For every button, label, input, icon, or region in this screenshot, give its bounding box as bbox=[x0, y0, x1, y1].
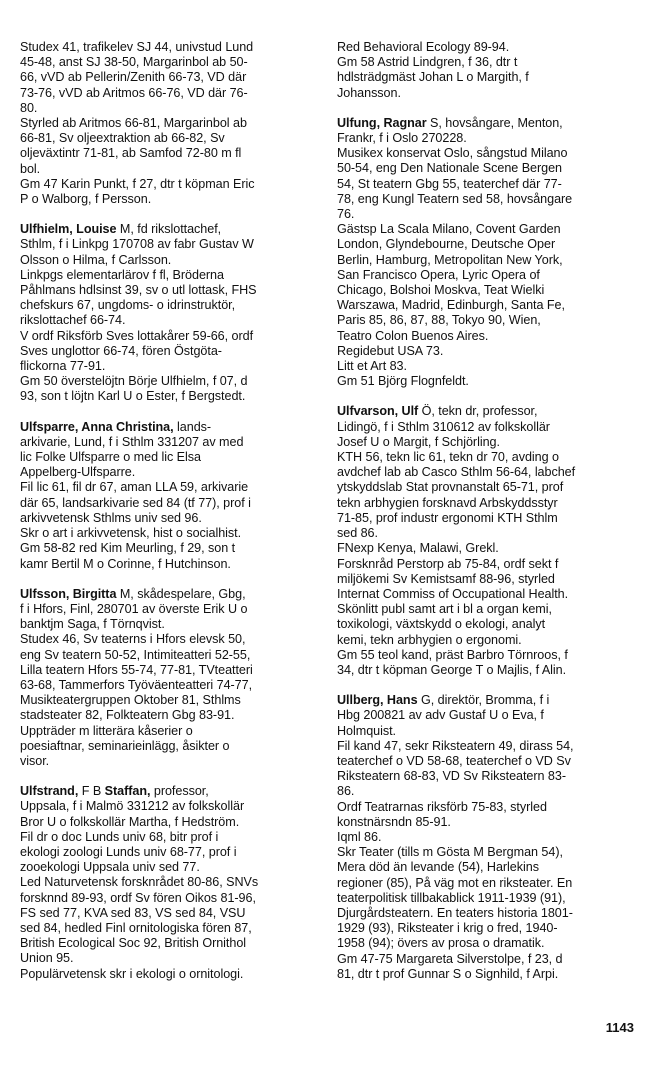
entry-paragraph: Gm 47 Karin Punkt, f 27, dtr t köpman Eric P o Walborg, f Persson. bbox=[20, 176, 255, 207]
entry-header-text: S, hovsångare, Menton, Frankr, f i Oslo 270228. bbox=[337, 115, 563, 146]
entry-paragraph: Studex 46, Sv teaterns i Hfors elevsk 50, eng Sv teatern 50-52, Intimiteatteri 52-55, Lilla teatern Hfors 55-74, 77-81, TVteatteri 63-68, Tammerfors Työväenteatteri 74-77, Musikteatergruppen Oktober 81, Sthlms stadsteater 82, Folkteatern Gbg 83-91. bbox=[20, 632, 253, 723]
entry-paragraph: Iqml 86. bbox=[337, 829, 382, 844]
entry-header-text: lands- arkivarie, Lund, f i Sthlm 331207 av med lic Folke Ulfsparre o med lic Elsa Appelberg-Ulfsparre. bbox=[20, 419, 244, 480]
entry-paragraph: Forsknråd Perstorp ab 75-84, ordf sekt f miljökemi Sv Kemistsamf 88-96, styrled Internat Commiss of Occupational Health. bbox=[337, 556, 569, 601]
entry-paragraph: Gm 47-75 Margareta Silverstolpe, f 23, d 81, dtr t prof Gunnar S o Signhild, f Arpi. bbox=[337, 951, 563, 981]
right-column bbox=[337, 40, 629, 997]
entry-paragraph: Styrled ab Aritmos 66-81, Margarinbol ab 66-81, Sv oljeextraktion ab 66-82, Sv oljeväxtintr 71-81, ab Samfod 72-80 m fl bol. bbox=[20, 116, 247, 176]
entry-paragraph: Ordf Teatrarnas riksförb 75-83, styrled konstnärsndn 85-91. bbox=[337, 799, 547, 829]
entry-paragraph: Uppträder m litterära kåserier o poesiaftnar, seminarieinlägg, åsikter o visor. bbox=[20, 723, 230, 768]
entry-paragraph: Red Behavioral Ecology 89-94. bbox=[337, 40, 510, 54]
entry-header bbox=[20, 587, 312, 633]
entry-paragraph: Gm 58 Astrid Lindgren, f 36, dtr t hdlsträdgmäst Johan L o Margith, f Johansson. bbox=[337, 55, 529, 100]
entry-paragraph: Fil lic 61, fil dr 67, aman LLA 59, arkivarie där 65, landsarkivarie sed 84 (tf 77), prof i arkivvetensk Sthlms univ sed 96. bbox=[20, 480, 251, 525]
biography-entry bbox=[20, 420, 312, 572]
page-number: 1143 bbox=[605, 1020, 634, 1035]
entry-paragraph: Gästsp La Scala Milano, Covent Garden London, Glyndebourne, Deutsche Oper Berlin, Hamburg, Metropolitan New York, San Francisco Opera, Lyric Opera of Chicago, Bolshoi Moskva, Teat Wielki Warszawa, Madrid, Edinburgh, Santa Fe, Paris 85, 86, 87, 88, Tokyo 90, Wien, Teatro Colon Buenos Aires. bbox=[337, 222, 565, 343]
biography-entry bbox=[337, 404, 629, 678]
entry-paragraph: Regidebut USA 73. bbox=[337, 343, 444, 358]
biography-entry bbox=[20, 784, 312, 982]
biography-entry bbox=[337, 693, 629, 982]
entry-header bbox=[20, 222, 312, 268]
continued-entry bbox=[20, 40, 312, 207]
entry-name: Ulfsparre, Anna Christina, bbox=[20, 419, 174, 434]
entry-name-secondary: Staffan, bbox=[104, 784, 151, 799]
entry-paragraph: KTH 56, tekn lic 61, tekn dr 70, avding o avdchef lab ab Casco Sthlm 56-64, labchef ytskyddslab Stat provnanstalt 65-71, prof tekn arbhygien forsknavd Arbskyddsstyr 71-85, prof industr ergonomi KTH Sthlm sed 86. bbox=[337, 450, 576, 541]
entry-header-text: M, fd rikslottachef, Sthlm, f i Linkpg 170708 av fabr Gustav W Olsson o Hilma, f Carlsson. bbox=[20, 222, 254, 267]
entry-name: Ulfhielm, Louise bbox=[20, 222, 117, 237]
entry-header-text: professor, Uppsala, f i Malmö 331212 av folkskollär Bror U o folkskollär Martha, f Hedström. bbox=[20, 784, 245, 829]
entry-header bbox=[337, 693, 629, 739]
entry-paragraph: Skönlitt publ samt art i bl a organ kemi, toxikologi, växtskydd o ekologi, analyt kemi, tekn arbhygien o ergonomi. bbox=[337, 602, 552, 647]
entry-paragraph: Litt et Art 83. bbox=[337, 359, 407, 374]
entry-header-text: Ö, tekn dr, professor, Lidingö, f i Sthlm 310612 av folkskollär Josef U o Margit, f Schjörling. bbox=[337, 404, 550, 449]
entry-paragraph: V ordf Riksförb Sves lottakårer 59-66, ordf Sves unglottor 66-74, fören Östgöta- flickorna 77-91. bbox=[20, 328, 254, 374]
entry-paragraph: Gm 50 överstelöjtn Börje Ulfhielm, f 07, d 93, son t löjtn Karl U o Ester, f Bergstedt. bbox=[20, 374, 248, 404]
entry-paragraph: Gm 55 teol kand, präst Barbro Törnroos, f 34, dtr t köpman George T o Majlis, f Alin. bbox=[337, 647, 568, 677]
entry-header-text: F B bbox=[78, 784, 105, 799]
entry-paragraph: FNexp Kenya, Malawi, Grekl. bbox=[337, 541, 499, 556]
entry-name: Ulfung, Ragnar bbox=[337, 115, 427, 130]
entry-paragraph: Skr o art i arkivvetensk, hist o socialhist. bbox=[20, 526, 242, 541]
entry-paragraph: Led Naturvetensk forsknrådet 80-86, SNVs forsknnd 89-93, ordf Sv fören Oikos 81-96, FS sed 77, KVA sed 83, VS sed 84, VSU sed 84, hedled Finl ornitologiska fören 87, British Ecological Soc 92, British Ornithol Union 95. bbox=[20, 875, 259, 966]
entry-header bbox=[337, 404, 629, 450]
entry-name: Ulfsson, Birgitta bbox=[20, 586, 117, 601]
entry-paragraph: Fil dr o doc Lunds univ 68, bitr prof i ekologi zoologi Lunds univ 68-77, prof i zooekologi Uppsala univ sed 77. bbox=[20, 829, 237, 875]
entry-paragraph: Linkpgs elementarlärov f fl, Bröderna Påhlmans hdlsinst 39, sv o utl lottask, FHS chefskurs 67, ungdoms- o idrinstruktör, rikslottachef 66-74. bbox=[20, 267, 257, 328]
entry-paragraph: Fil kand 47, sekr Riksteatern 49, dirass 54, teaterchef o VD 58-68, teaterchef o VD Sv Riksteatern 68-83, VD Sv Riksteatern 83- 86. bbox=[337, 738, 574, 799]
entry-paragraph: Musikex konservat Oslo, sångstud Milano 50-54, eng Den Nationale Scene Bergen 54, St teatern Gbg 55, teaterchef där 77- 78, eng Kungl Teatern sed 58, hovsångare 76. bbox=[337, 146, 573, 222]
biography-entry bbox=[20, 587, 312, 769]
entry-header bbox=[20, 784, 312, 830]
entry-header bbox=[20, 420, 312, 481]
entry-paragraph: Skr Teater (tills m Gösta M Bergman 54), Mera död än levande (54), Harlekins regioner (85), På väg mot en riksteater. En teaterpolitisk tillbakablick 1911-1939 (91), Djurgårdsteatern. En teaters historia 1801- 1929 (93), Riksteater i krig o fred, 1940- 1958 (94); övers av prosa o dramatik. bbox=[337, 845, 573, 951]
entry-header-text: M, skådespelare, Gbg, f i Hfors, Finl, 280701 av överste Erik U o banktjm Saga, f Törnqvist. bbox=[20, 586, 248, 632]
entry-paragraph: Gm 51 Björg Flognfeldt. bbox=[337, 374, 469, 389]
entry-name: Ulfvarson, Ulf bbox=[337, 404, 419, 419]
biography-entry bbox=[20, 222, 312, 404]
entry-name: Ullberg, Hans bbox=[337, 693, 418, 708]
left-column bbox=[20, 40, 312, 997]
entry-name: Ulfstrand, bbox=[20, 784, 79, 799]
entry-paragraph: Gm 58-82 red Kim Meurling, f 29, son t kamr Bertil M o Corinne, f Hutchinson. bbox=[20, 541, 236, 571]
entry-header-text: G, direktör, Bromma, f i Hbg 200821 av adv Gustaf U o Eva, f Holmquist. bbox=[337, 693, 550, 738]
entry-header bbox=[337, 116, 629, 146]
entry-paragraph: Studex 41, trafikelev SJ 44, univstud Lund 45-48, anst SJ 38-50, Margarinbol ab 50- 66, vVD ab Pellerin/Zenith 66-73, VD där 73-76, vVD ab Aritmos 66-76, VD där 76- 80. bbox=[20, 40, 254, 115]
biography-entry bbox=[337, 116, 629, 390]
continued-entry bbox=[337, 40, 629, 101]
entry-paragraph: Populärvetensk skr i ekologi o ornitologi. bbox=[20, 966, 244, 981]
